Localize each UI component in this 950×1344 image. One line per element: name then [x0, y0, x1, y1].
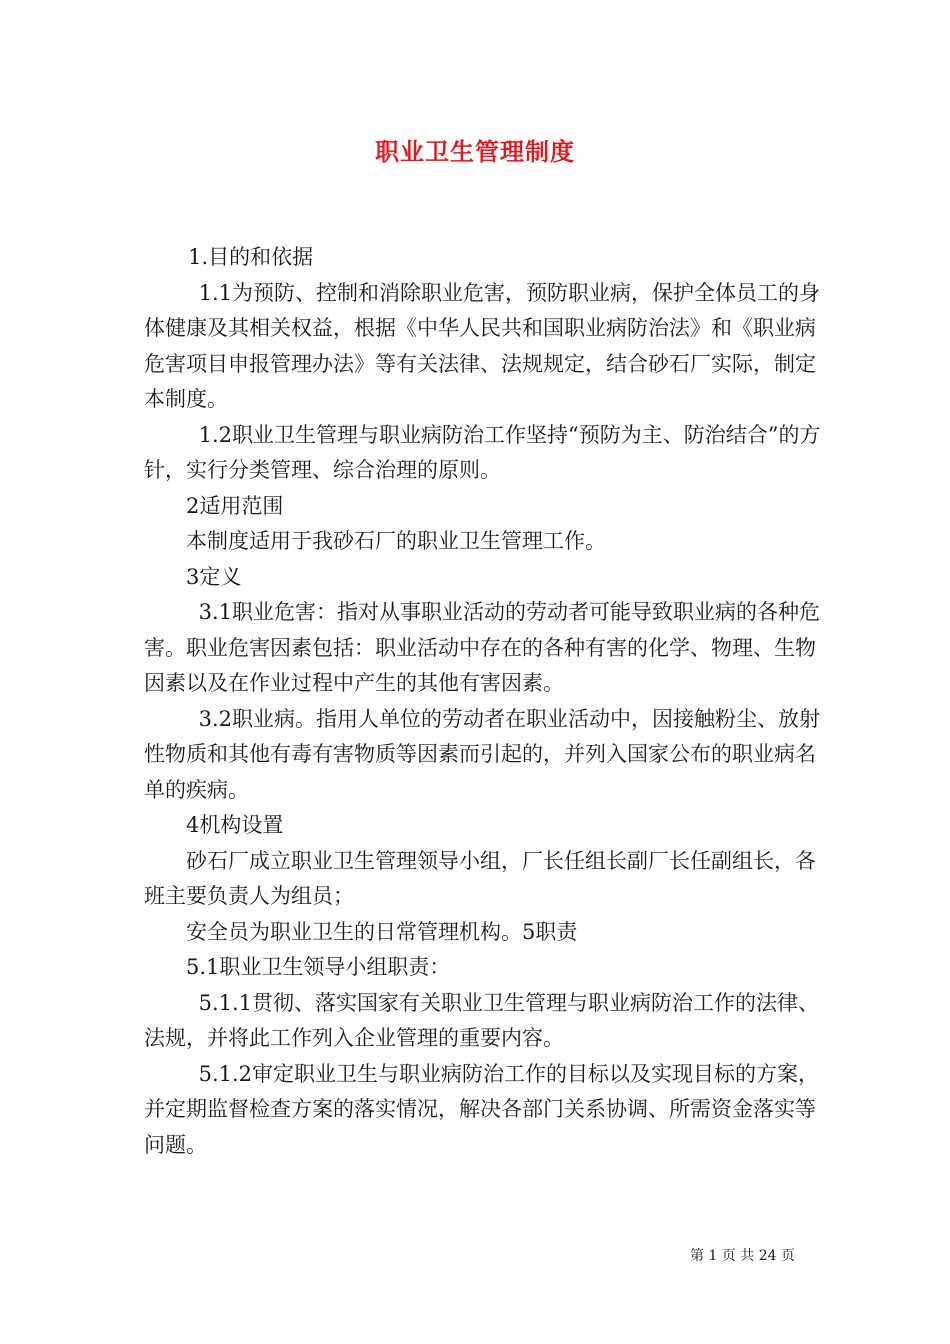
- section-heading: 2适用范围: [186, 493, 284, 518]
- section-heading: 1.目的和依据: [188, 245, 314, 269]
- paragraph: 5.1.2审定职业卫生与职业病防治工作的目标以及实现目标的方案，并定期监督检查方案的落实情况，解决各部门关系协调、所需资金落实等问题。: [144, 1061, 820, 1157]
- paragraph: 1.1为预防、控制和消除职业危害，预防职业病，保护全体员工的身体健康及其相关权益，根据《中华人民共和国职业病防治法》和《职业病危害项目申报管理办法》等有关法律、法规规定，结合砂石厂实际，制定本制度。: [144, 280, 820, 411]
- paragraph: 3.1职业危害：指对从事职业活动的劳动者可能导致职业病的各种危害。职业危害因素包括：职业活动中存在的各种有害的化学、物理、生物因素以及在作业过程中产生的其他有害因素。: [144, 600, 820, 695]
- paragraph: 5.1职业卫生领导小组职责：: [186, 955, 451, 979]
- document-body: [144, 240, 824, 1163]
- paragraph: 3.2职业病。指用人单位的劳动者在职业活动中，因接触粉尘、放射性物质和其他有毒有害物质等因素而引起的，并列入国家公布的职业病名单的疾病。: [144, 706, 820, 802]
- paragraph: 砂石厂成立职业卫生管理领导小组，厂长任组长副厂长任副组长，各班主要负责人为组员；: [144, 848, 816, 908]
- paragraph: 安全员为职业卫生的日常管理机构。5职责: [186, 919, 578, 944]
- paragraph: 5.1.1贯彻、落实国家有关职业卫生管理与职业病防治工作的法律、法规，并将此工作列入企业管理的重要内容。: [144, 990, 820, 1050]
- paragraph: 本制度适用于我砂石厂的职业卫生管理工作。: [186, 529, 606, 553]
- paragraph: 1.2职业卫生管理与职业病防治工作坚持“预防为主、防治结合”的方针，实行分类管理、综合治理的原则。: [144, 422, 821, 482]
- page-footer: 第 1 页 共 24 页: [690, 1248, 795, 1264]
- page-title: 职业卫生管理制度: [375, 137, 575, 166]
- section-heading: 3定义: [186, 564, 242, 589]
- section-heading: 4机构设置: [186, 813, 284, 837]
